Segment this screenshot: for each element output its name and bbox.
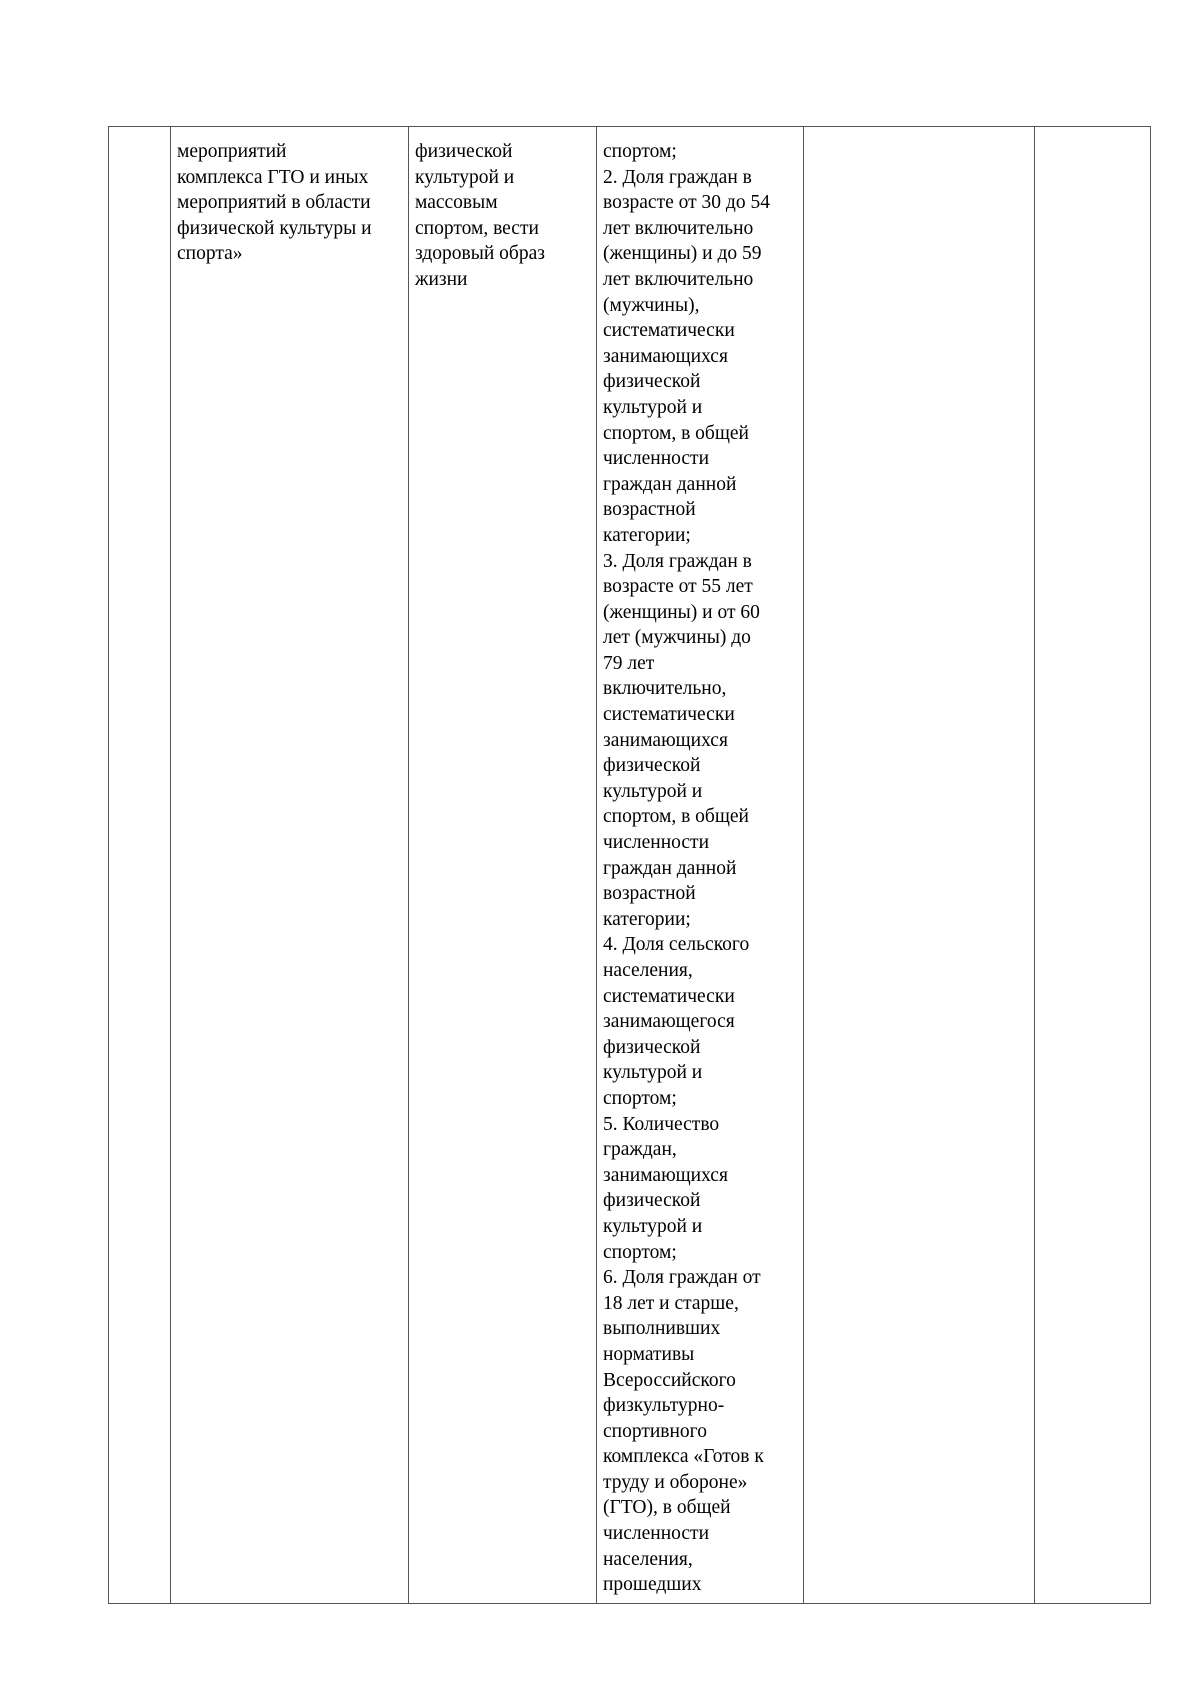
text-line: массовым: [415, 192, 498, 214]
cell-empty-5: [804, 127, 1035, 1604]
text-line: систематически: [603, 704, 735, 726]
text-line: занимающихся: [603, 1164, 728, 1186]
text-line: включительно,: [603, 678, 727, 700]
text-line: категории;: [603, 908, 691, 930]
cell-empty-6-text: [1035, 127, 1150, 139]
text-line: 5. Количество: [603, 1113, 720, 1135]
text-line: спортивного: [603, 1420, 707, 1442]
cell-goal: [409, 127, 597, 1604]
text-line: занимающихся: [603, 345, 728, 367]
text-line: 3. Доля граждан в: [603, 550, 752, 572]
text-line: возрасте от 30 до 54: [603, 192, 770, 214]
text-line: (ГТО), в общей: [603, 1497, 731, 1519]
text-line: культурой и: [603, 396, 703, 418]
text-line: численности: [603, 448, 710, 470]
text-line: лет включительно: [603, 268, 754, 290]
text-line: мероприятий в области: [177, 192, 371, 214]
text-line: населения,: [603, 960, 693, 981]
text-line: 18 лет и старше,: [603, 1292, 739, 1314]
text-line: физкультурно-: [603, 1395, 725, 1417]
text-line: труду и обороне»: [603, 1471, 748, 1493]
cell-empty-6: [1035, 127, 1151, 1604]
text-line: физической: [603, 1036, 701, 1058]
text-line: численности: [603, 832, 710, 854]
text-line: культурой и: [603, 1215, 703, 1237]
cell-number: [109, 127, 171, 1604]
text-line: численности: [603, 1523, 710, 1545]
text-line: (женщины) и до 59: [603, 243, 762, 265]
text-line: граждан,: [603, 1139, 677, 1161]
text-line: (мужчины),: [603, 294, 700, 316]
text-line: комплекса «Готов к: [603, 1446, 764, 1468]
text-line: культурой и: [603, 1062, 703, 1084]
text-line: Всероссийского: [603, 1369, 736, 1391]
cell-indicators: [597, 127, 804, 1604]
cell-number-text: [109, 127, 170, 139]
text-line: лет включительно: [603, 217, 754, 239]
text-line: культурой и: [415, 166, 515, 188]
text-line: прошедших: [603, 1574, 702, 1596]
text-line: 79 лет: [603, 652, 655, 674]
program-table: [108, 126, 1151, 1604]
text-line: мероприятий: [177, 141, 287, 162]
text-line: здоровый образ: [415, 243, 545, 265]
text-line: населения,: [603, 1548, 693, 1570]
text-line: граждан данной: [603, 857, 737, 879]
text-line: 6. Доля граждан от: [603, 1267, 761, 1289]
text-line: физической: [603, 1190, 701, 1212]
text-line: 2. Доля граждан в: [603, 166, 752, 188]
text-line: систематически: [603, 985, 735, 1007]
text-line: спортом, в общей: [603, 422, 749, 444]
table-row: [109, 127, 1151, 1604]
text-line: жизни: [415, 268, 468, 290]
text-line: граждан данной: [603, 473, 737, 495]
text-line: возрастной: [603, 499, 696, 521]
text-line: спортом;: [603, 1087, 677, 1109]
cell-event-name-text: [171, 127, 408, 267]
cell-empty-5-text: [804, 127, 1034, 139]
text-line: возрасте от 55 лет: [603, 576, 753, 598]
text-line: нормативы: [603, 1343, 695, 1365]
text-line: занимающихся: [603, 729, 728, 751]
text-line: лет (мужчины) до: [603, 627, 751, 649]
text-line: физической: [415, 141, 513, 162]
text-line: категории;: [603, 524, 691, 546]
text-line: систематически: [603, 320, 735, 342]
text-line: 4. Доля сельского: [603, 934, 750, 956]
text-line: физической культуры и: [177, 217, 372, 239]
text-line: спортом, вести: [415, 217, 539, 239]
cell-indicators-text: [597, 127, 803, 1598]
text-line: спортом;: [603, 141, 677, 162]
text-line: (женщины) и от 60: [603, 601, 760, 623]
text-line: физической: [603, 371, 701, 393]
text-line: комплекса ГТО и иных: [177, 166, 369, 188]
text-line: физической: [603, 755, 701, 777]
cell-event-name: [171, 127, 409, 1604]
text-line: выполнивших: [603, 1318, 721, 1340]
cell-goal-text: [409, 127, 596, 293]
text-line: спорта»: [177, 243, 243, 265]
text-line: занимающегося: [603, 1011, 735, 1033]
text-line: культурой и: [603, 780, 703, 802]
text-line: спортом, в общей: [603, 806, 749, 828]
text-line: спортом;: [603, 1241, 677, 1263]
text-line: возрастной: [603, 883, 696, 905]
